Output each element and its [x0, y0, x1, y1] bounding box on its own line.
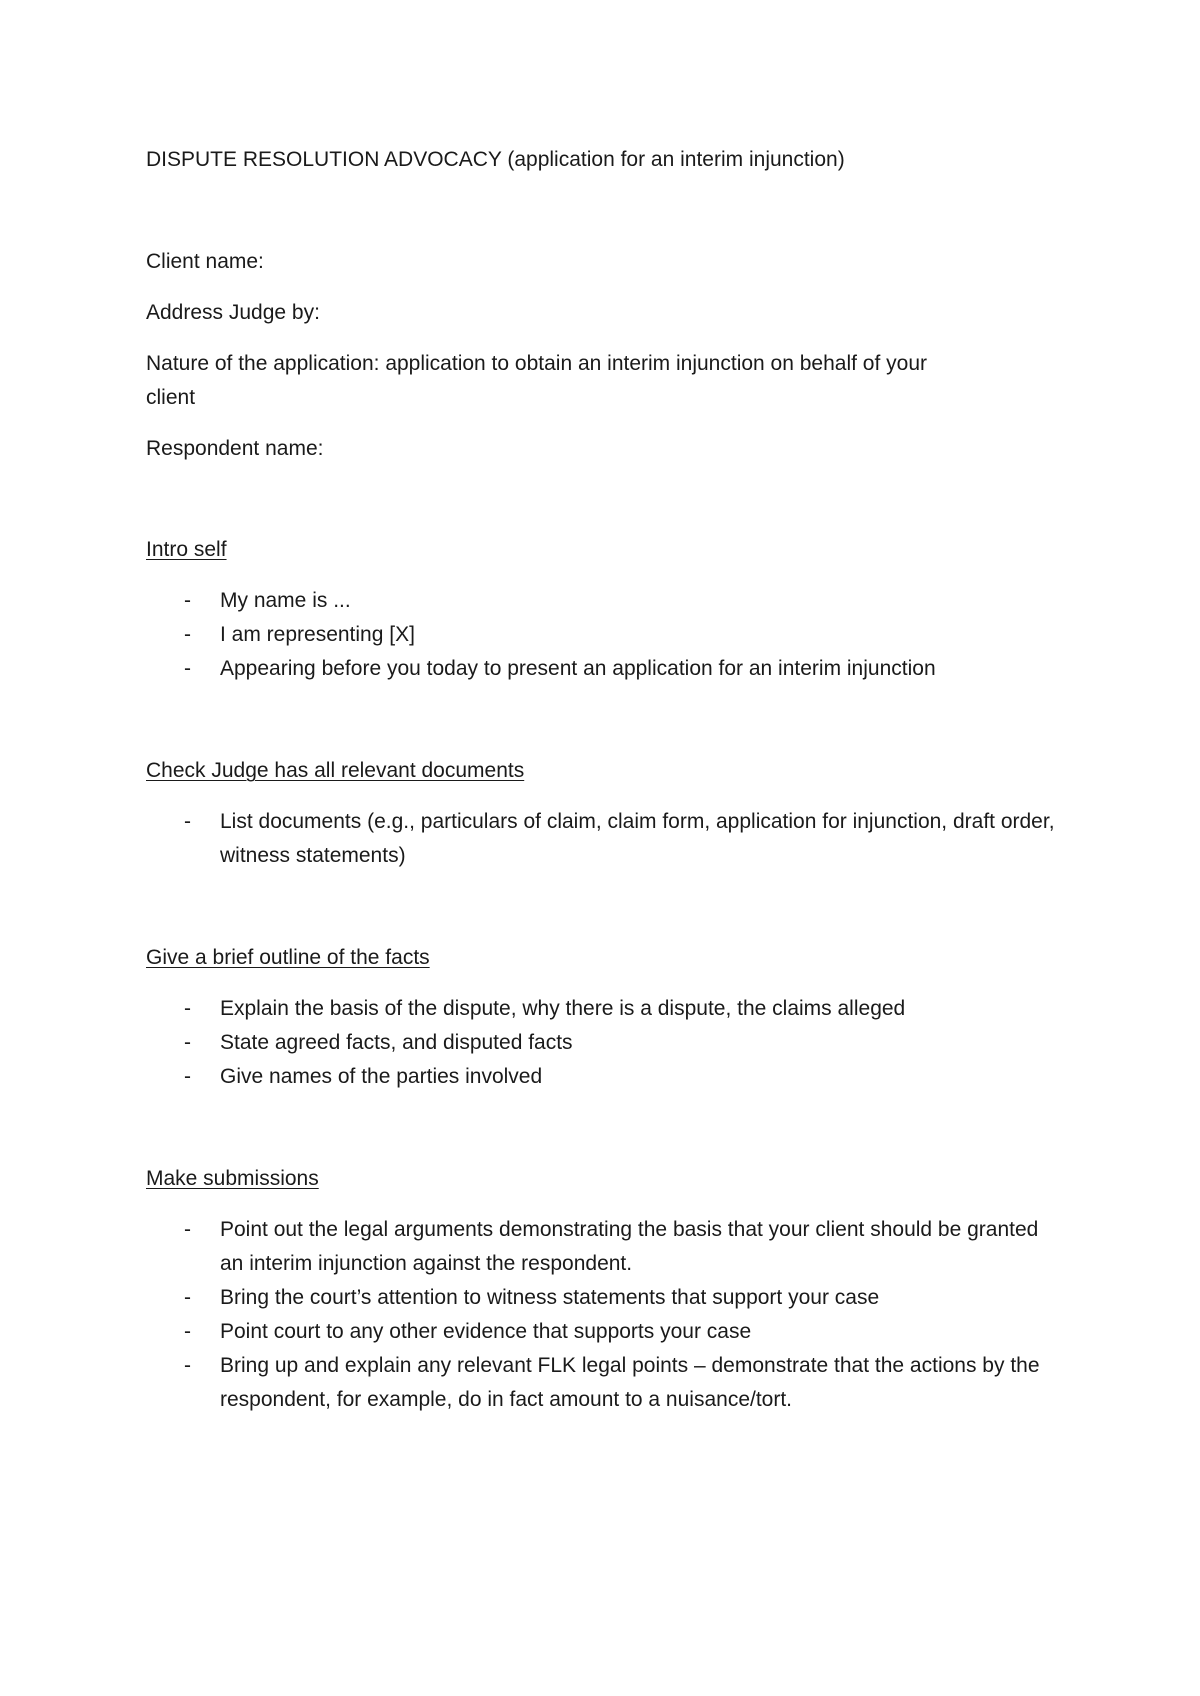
section-heading-make-submissions: Make submissions — [146, 1167, 319, 1190]
list-item-text: Give names of the parties involved — [220, 1065, 543, 1088]
list-item-text: My name is ... — [220, 589, 351, 612]
document-title: DISPUTE RESOLUTION ADVOCACY (application for an interim injunction) — [146, 148, 845, 171]
section-heading-outline-facts: Give a brief outline of the facts — [146, 946, 430, 969]
list-item-text: Explain the basis of the dispute, why there is a dispute, the claims alleged — [220, 997, 906, 1020]
nature-of-application-line-2: client — [146, 386, 196, 409]
list-item-text: Point out the legal arguments demonstrating the basis that your client should be granted an interim injunction against the respondent. — [220, 1218, 1039, 1275]
bullet-dash: - — [184, 623, 191, 646]
bullet-dash: - — [184, 810, 191, 833]
list-item-text: I am representing [X] — [220, 623, 415, 646]
client-name-field: Client name: — [146, 250, 264, 273]
list-item-text: List documents (e.g., particulars of claim, claim form, application for injunction, draft order, witness statements) — [220, 810, 1055, 867]
bullet-dash: - — [184, 657, 191, 680]
respondent-name-field: Respondent name: — [146, 437, 324, 460]
bullet-dash: - — [184, 1031, 191, 1054]
bullet-dash: - — [184, 997, 191, 1020]
list-item-text: Bring up and explain any relevant FLK legal points – demonstrate that the actions by the respondent, for example, do in fact amount to a nuisance/tort. — [220, 1354, 1040, 1411]
bullet-dash: - — [184, 1320, 191, 1343]
bullet-dash: - — [184, 1218, 191, 1241]
section-heading-intro-self: Intro self — [146, 538, 227, 561]
bullet-dash: - — [184, 1065, 191, 1088]
bullet-dash: - — [184, 1354, 191, 1377]
address-judge-field: Address Judge by: — [146, 301, 320, 324]
section-heading-check-documents: Check Judge has all relevant documents — [146, 759, 525, 782]
list-item-text: Bring the court’s attention to witness statements that support your case — [220, 1286, 880, 1309]
list-item-text: Point court to any other evidence that supports your case — [220, 1320, 752, 1343]
nature-of-application-line-1: Nature of the application: application to obtain an interim injunction on behalf of your — [146, 352, 927, 375]
bullet-dash: - — [184, 1286, 191, 1309]
list-item-text: State agreed facts, and disputed facts — [220, 1031, 573, 1054]
bullet-dash: - — [184, 589, 191, 612]
list-item-text: Appearing before you today to present an application for an interim injunction — [220, 657, 936, 680]
